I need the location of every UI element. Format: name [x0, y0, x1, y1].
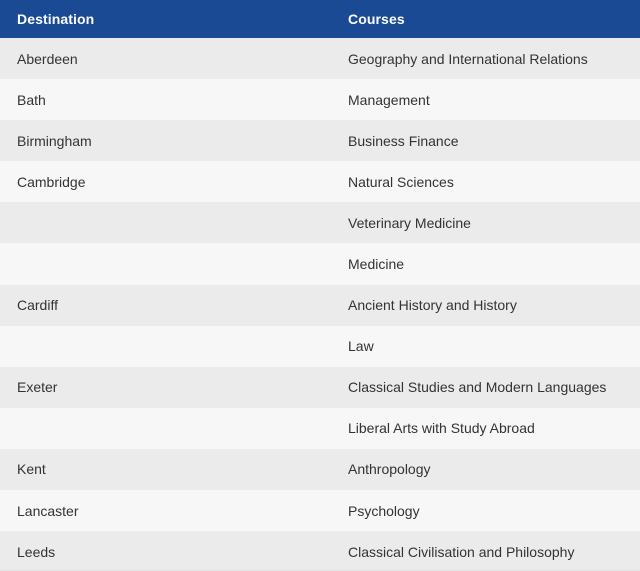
destination-cell: Lancaster: [17, 502, 79, 519]
table-row: [0, 79, 640, 120]
table-row: [0, 408, 640, 449]
course-cell: Psychology: [348, 502, 420, 519]
course-cell: Anthropology: [348, 461, 431, 478]
course-cell: Medicine: [348, 256, 405, 273]
course-cell: Geography and International Relations: [348, 50, 588, 67]
course-cell: Classical Studies and Modern Languages: [348, 379, 607, 396]
destination-cell: Aberdeen: [17, 50, 78, 67]
table-body: [0, 38, 640, 571]
destination-cell: Exeter: [17, 379, 58, 396]
table-row: [0, 449, 640, 490]
course-cell: Natural Sciences: [348, 173, 454, 190]
table-row: [0, 326, 640, 367]
course-cell: Law: [348, 338, 374, 355]
course-cell: Veterinary Medicine: [348, 214, 471, 231]
table-row: [0, 285, 640, 326]
destination-cell: Bath: [17, 91, 46, 108]
destination-cell: [0, 243, 331, 284]
table-header: [0, 0, 640, 38]
table-row: [0, 531, 640, 571]
destination-cell: Cambridge: [17, 173, 86, 190]
header-row: [0, 0, 640, 38]
course-cell: Management: [348, 91, 430, 108]
table-row: [0, 367, 640, 408]
table-row: [0, 490, 640, 531]
destination-cell: Kent: [17, 461, 46, 478]
course-cell: Business Finance: [348, 132, 459, 149]
destination-cell: [0, 326, 331, 367]
destination-cell: [0, 202, 331, 243]
destination-cell: [0, 408, 331, 449]
destination-cell: Leeds: [17, 543, 56, 560]
destination-cell: Cardiff: [17, 297, 58, 314]
course-cell: Classical Civilisation and Philosophy: [348, 543, 575, 560]
header-courses: Courses: [348, 11, 405, 27]
table-row: [0, 38, 640, 79]
header-destination: Destination: [17, 11, 95, 27]
table-row: [0, 202, 640, 243]
course-cell: Liberal Arts with Study Abroad: [348, 420, 535, 437]
table-row: [0, 120, 640, 161]
table-row: [0, 243, 640, 284]
destination-cell: Birmingham: [17, 132, 92, 149]
table-row: [0, 161, 640, 202]
course-cell: Ancient History and History: [348, 297, 517, 314]
